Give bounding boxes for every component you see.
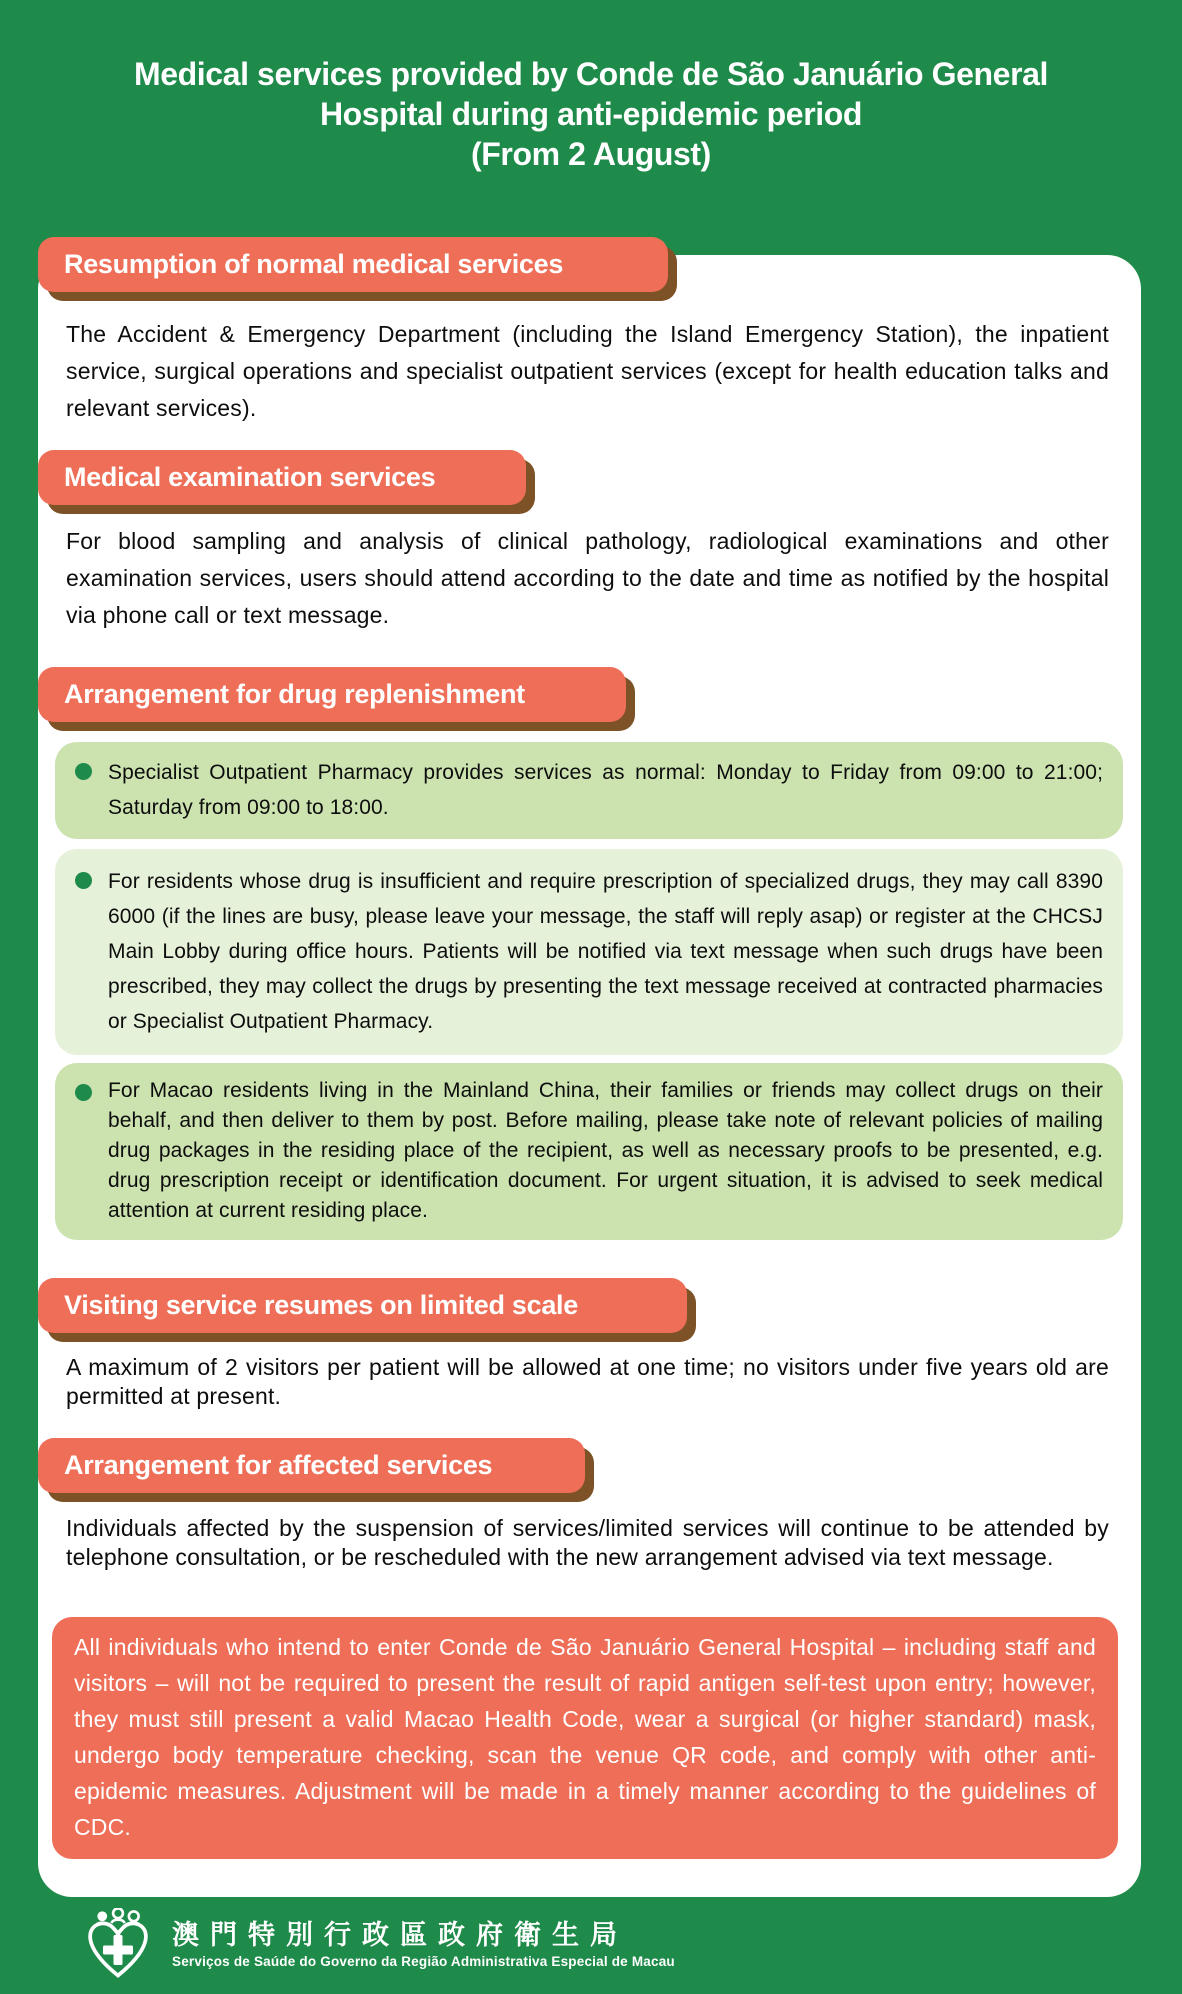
bullet-text-mainland-residents: For Macao residents living in the Mainland China, their families or friends may collect drugs on their behalf, and then deliver to them by post. Before mailing, please take note of relevant policies of mailing drug packages in the residing place of the recipient, as well as necessary proofs to be presented, e.g. drug prescription receipt or identification document. For urgent situation, it is advised to seek medical attention at current residing place.: [108, 1079, 1103, 1222]
paragraph-affected: Individuals affected by the suspension of services/limited services will continue to be attended by telephone consultation, or be rescheduled with the new arrangement advised via text message.: [66, 1515, 1109, 1570]
section-header-resumption-label: Resumption of normal medical services: [64, 249, 564, 279]
bullet-dot-icon: [75, 1084, 92, 1101]
paragraph-visiting: A maximum of 2 visitors per patient will be allowed at one time; no visitors under five years old are permitted at present.: [66, 1354, 1109, 1409]
section-header-affected: [38, 1438, 585, 1493]
health-bureau-heart-cross-icon: [80, 1908, 156, 1980]
footer: [80, 1908, 675, 1980]
section-header-visiting: [38, 1278, 687, 1333]
poster-title-line-3: (From 2 August): [471, 136, 711, 172]
section-header-examination-label: Medical examination services: [64, 462, 436, 492]
section-header-resumption: [38, 237, 668, 292]
entry-requirements-notice: All individuals who intend to enter Conde de São Januário General Hospital – including staff and visitors – will not be required to present the result of rapid antigen self-test upon entry; however, they must still present a valid Macao Health Code, wear a surgical (or higher standard) mask, undergo body temperature checking, scan the venue QR code, and comply with other anti-epidemic measures. Adjustment will be made in a timely manner according to the guidelines of CDC.: [52, 1617, 1118, 1859]
footer-org-name-portuguese: Serviços de Saúde do Governo da Região Administrativa Especial de Macau: [172, 1954, 675, 1969]
section-header-visiting-label: Visiting service resumes on limited scale: [64, 1290, 578, 1320]
bullet-dot-icon: [75, 872, 92, 889]
poster-title-line-1: Medical services provided by Conde de São Januário General: [133, 56, 1049, 92]
section-header-drug-replenishment: [38, 667, 626, 722]
bullet-box-pharmacy-hours: [55, 742, 1123, 839]
footer-org-name-chinese: 澳門特別行政區政府衛生局: [172, 1920, 628, 1950]
paragraph-examination: For blood sampling and analysis of clinical pathology, radiological examinations and other examination services, users should attend according to the date and time as notified by the hospital via phone call or text message.: [66, 528, 1109, 628]
paragraph-resumption: The Accident & Emergency Department (including the Island Emergency Station), the inpatient service, surgical operations and specialist outpatient services (except for health education talks and relevant services).: [66, 321, 1109, 421]
section-header-examination: [38, 450, 526, 505]
bullet-dot-icon: [75, 763, 92, 780]
section-header-drug-replenishment-label: Arrangement for drug replenishment: [64, 679, 525, 709]
bullet-box-prescription-call: [55, 849, 1123, 1055]
bullet-text-prescription-call: For residents whose drug is insufficient and require prescription of specialized drugs, they may call 8390 6000 (if the lines are busy, please leave your message, the staff will reply asap) or register at the CHCSJ Main Lobby during office hours. Patients will be notified via text message when such drugs have been prescribed, they may collect the drugs by presenting the text message received at contracted pharmacies or Specialist Outpatient Pharmacy.: [108, 870, 1103, 1033]
bullet-text-pharmacy-hours: Specialist Outpatient Pharmacy provides services as normal: Monday to Friday from 09:00 to 21:00; Saturday from 09:00 to 18:00.: [108, 761, 1103, 819]
poster-title-line-2: Hospital during anti-epidemic period: [319, 96, 863, 132]
footer-org-names: [172, 1919, 675, 1969]
content-card: [38, 249, 1141, 1897]
section-header-affected-label: Arrangement for affected services: [64, 1450, 493, 1480]
poster-title: [0, 54, 1182, 174]
bullet-box-mainland-residents: [55, 1063, 1123, 1240]
